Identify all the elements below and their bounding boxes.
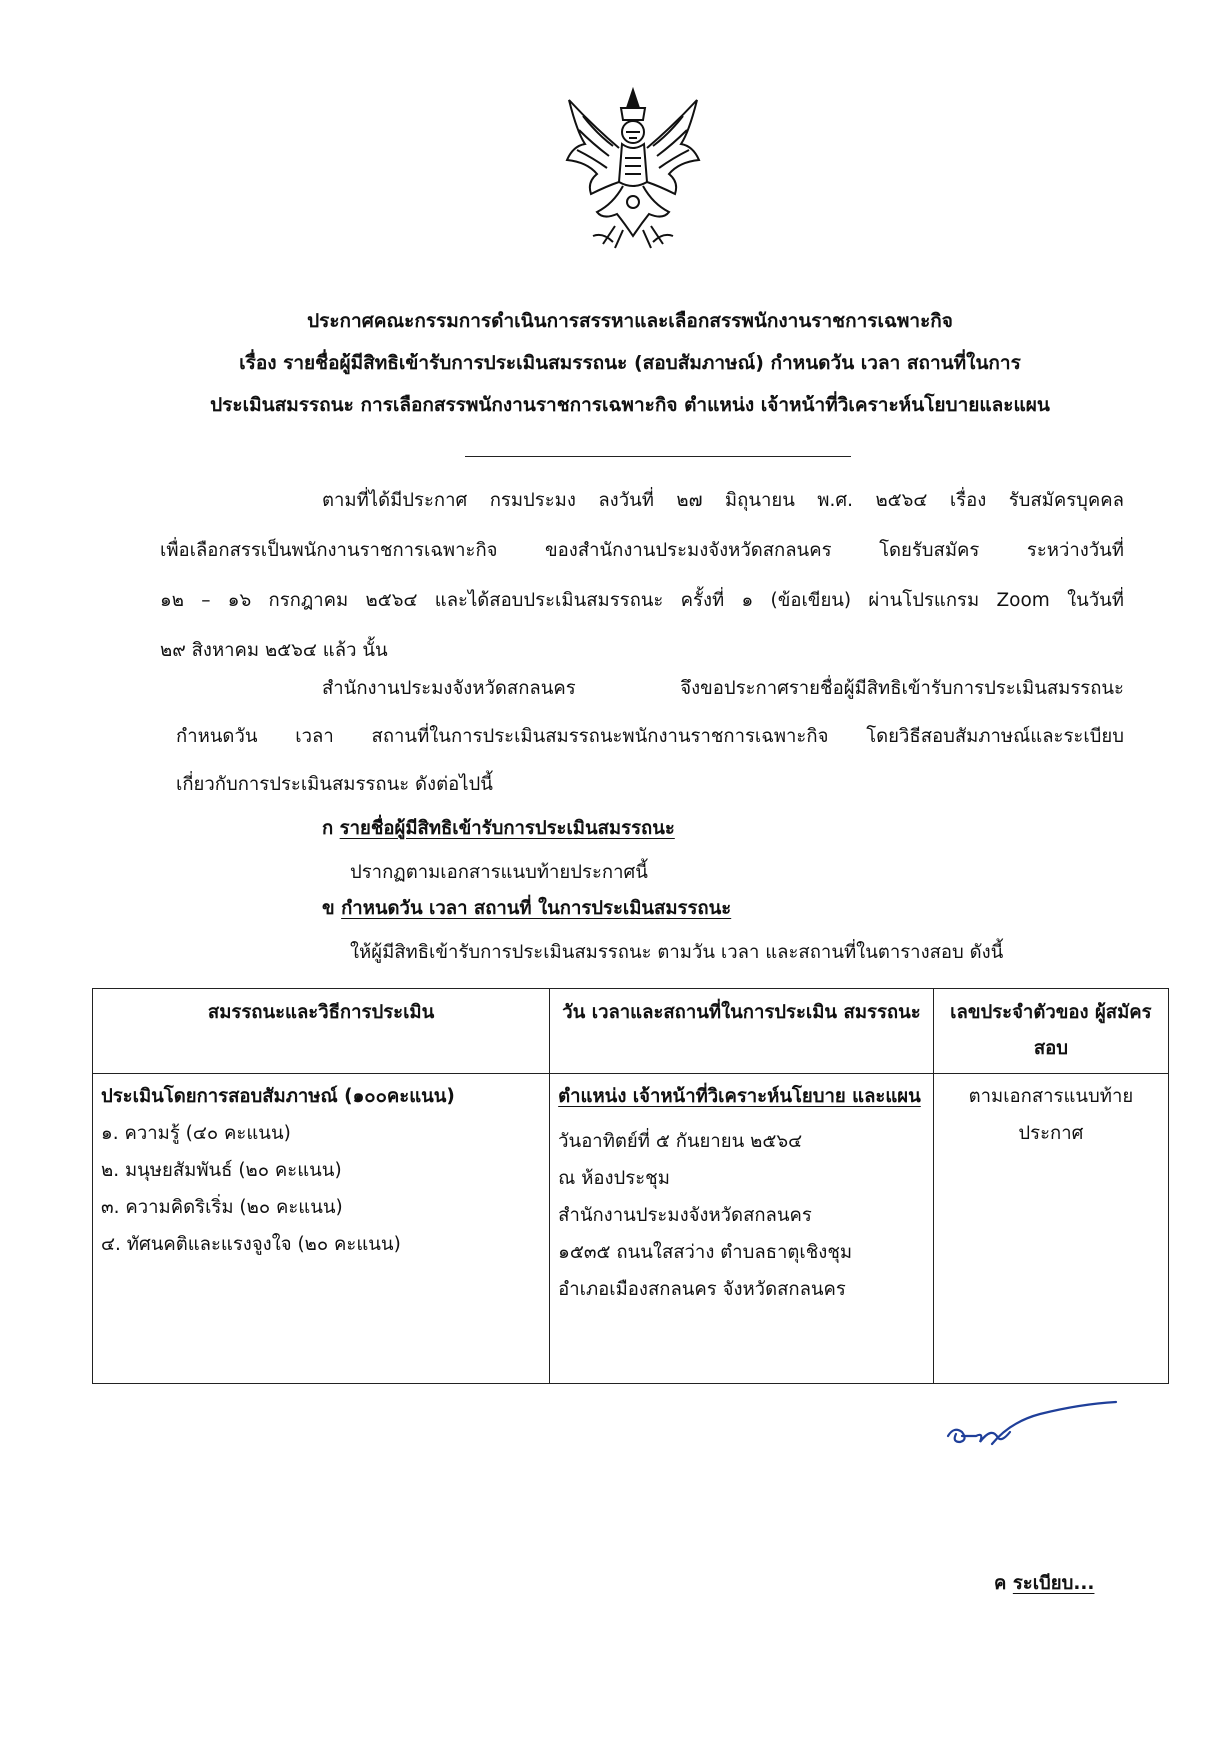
- continuation-text: ระเบียบ...: [1012, 1573, 1095, 1594]
- competency-item-1: ๑. ความรู้ (๔๐ คะแนน): [101, 1123, 291, 1144]
- para1-line-3: ๑๒ – ๑๖ กรกฎาคม ๒๕๖๔ และได้สอบประเมินสมรรถนะ ครั้งที่ ๑ (ข้อเขียน) ผ่านโปรแกรม Zoom ในวันที่: [160, 590, 1124, 611]
- section-b-title: กำหนดวัน เวลา สถานที่ ในการประเมินสมรรถนะ: [341, 898, 732, 919]
- section-a-label: ก: [322, 818, 334, 839]
- signature-image: [940, 1392, 1130, 1462]
- section-b-heading: [322, 888, 731, 930]
- section-b-label: ข: [322, 898, 335, 919]
- para2-line-2: กำหนดวัน เวลา สถานที่ในการประเมินสมรรถนะพนักงานราชการเฉพาะกิจ โดยวิธีสอบสัมภาษณ์และระเบียบ: [176, 726, 1124, 747]
- announcement-title: [150, 300, 1110, 426]
- section-a-title: รายชื่อผู้มีสิทธิเข้ารับการประเมินสมรรถนะ: [339, 818, 675, 839]
- table-row: [93, 1074, 1169, 1384]
- page-continuation: [994, 1569, 1094, 1598]
- section-a-text: ปรากฏตามเอกสารแนบท้ายประกาศนี้: [350, 862, 648, 883]
- competency-item-2: ๒. มนุษยสัมพันธ์ (๒๐ คะแนน): [101, 1160, 342, 1181]
- header-date-place: วัน เวลาและสถานที่ในการประเมิน สมรรถนะ: [550, 989, 934, 1074]
- para1-line-2: เพื่อเลือกสรรเป็นพนักงานราชการเฉพาะกิจ ของสำนักงานประมงจังหวัดสกลนคร โดยรับสมัคร ระหว่างวันที่: [160, 540, 1124, 561]
- interview-heading: ประเมินโดยการสอบสัมภาษณ์ (๑๐๐คะแนน): [101, 1086, 455, 1107]
- para1-line-4: ๒๙ สิงหาคม ๒๕๖๔ แล้ว นั้น: [160, 640, 388, 661]
- title-line-3: ประเมินสมรรถนะ การเลือกสรรพนักงานราชการเฉพาะกิจ ตำแหน่ง เจ้าหน้าที่วิเคราะห์นโยบายและแผน: [210, 394, 1050, 416]
- table-header-row: [93, 989, 1169, 1074]
- header-applicant-id: เลขประจำตัวของ ผู้สมัครสอบ: [933, 989, 1168, 1074]
- position-title: ตำแหน่ง เจ้าหน้าที่วิเคราะห์นโยบาย และแผน: [558, 1086, 921, 1107]
- exam-date: วันอาทิตย์ที่ ๕ กันยายน ๒๕๖๔: [558, 1131, 803, 1152]
- competency-item-3: ๓. ความคิดริเริ่ม (๒๐ คะแนน): [101, 1197, 343, 1218]
- competency-cell: [93, 1074, 550, 1384]
- para2-line-3: เกี่ยวกับการประเมินสมรรถนะ ดังต่อไปนี้: [176, 774, 493, 795]
- garuda-emblem-icon: [563, 86, 703, 256]
- exam-room: ณ ห้องประชุม: [558, 1168, 670, 1189]
- date-place-cell: [550, 1074, 934, 1384]
- para2-line-1: สำนักงานประมงจังหวัดสกลนคร จึงขอประกาศรายชื่อผู้มีสิทธิเข้ารับการประเมินสมรรถนะ: [322, 678, 1124, 699]
- applicant-id-cell: ตามเอกสารแนบท้าย ประกาศ: [933, 1074, 1168, 1384]
- section-c-label: ค: [994, 1573, 1007, 1594]
- section-b-text: ให้ผู้มีสิทธิเข้ารับการประเมินสมรรถนะ ตามวัน เวลา และสถานที่ในตารางสอบ ดังนี้: [350, 942, 1004, 963]
- title-line-2: เรื่อง รายชื่อผู้มีสิทธิเข้ารับการประเมินสมรรถนะ (สอบสัมภาษณ์) กำหนดวัน เวลา สถานที่ในการ: [239, 352, 1021, 374]
- title-line-1: ประกาศคณะกรรมการดำเนินการสรรหาและเลือกสรรพนักงานราชการเฉพาะกิจ: [307, 310, 953, 332]
- assessment-schedule-table: [92, 988, 1169, 1384]
- exam-district: อำเภอเมืองสกลนคร จังหวัดสกลนคร: [558, 1279, 846, 1300]
- title-divider: [465, 456, 851, 457]
- header-competency: สมรรถนะและวิธีการประเมิน: [93, 989, 550, 1074]
- section-a-heading: [322, 808, 675, 850]
- para1-line-1: ตามที่ได้มีประกาศ กรมประมง ลงวันที่ ๒๗ มิถุนายน พ.ศ. ๒๕๖๔ เรื่อง รับสมัครบุคคล: [322, 490, 1124, 511]
- exam-address: ๑๕๓๕ ถนนใสสว่าง ตำบลธาตุเชิงชุม: [558, 1242, 853, 1263]
- exam-office: สำนักงานประมงจังหวัดสกลนคร: [558, 1205, 812, 1226]
- competency-item-4: ๔. ทัศนคติและแรงจูงใจ (๒๐ คะแนน): [101, 1234, 401, 1255]
